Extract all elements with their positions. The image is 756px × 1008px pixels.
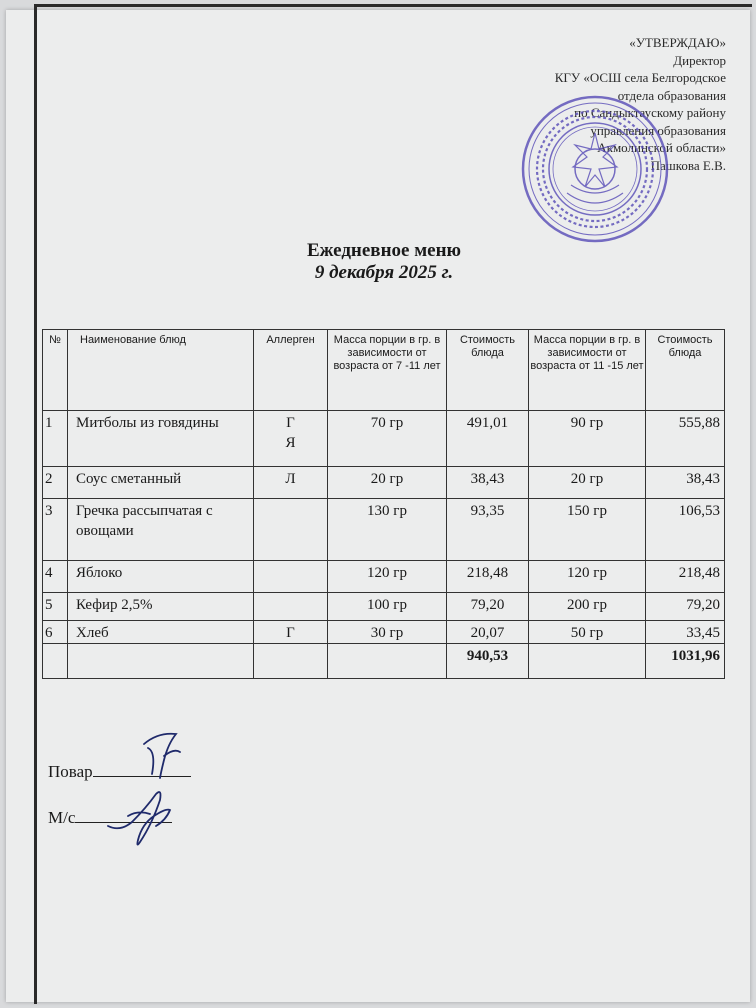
dish-name: Гречка рассыпчатая с овощами — [68, 499, 254, 561]
dish-name: Соус сметанный — [68, 467, 254, 499]
mass-11-15: 50 гр — [529, 621, 646, 644]
mass-11-15: 150 гр — [529, 499, 646, 561]
cost-11-15: 106,53 — [646, 499, 725, 561]
approval-line: Акмолинской области» — [597, 140, 726, 155]
approval-line: Директор — [673, 52, 726, 68]
cost-11-15: 555,88 — [646, 411, 725, 467]
allergen-value: Л — [254, 467, 328, 499]
empty-cell — [529, 644, 646, 679]
allergen-value — [254, 561, 328, 593]
approval-line: отдела образования — [617, 87, 726, 103]
table-row — [43, 621, 725, 644]
allergen-value: Г — [254, 621, 328, 644]
col-header-name: Наименование блюд — [68, 330, 254, 411]
row-num: 5 — [43, 593, 68, 621]
empty-cell — [328, 644, 447, 679]
dish-name: Кефир 2,5% — [68, 593, 254, 621]
official-seal-stamp — [519, 93, 671, 245]
page-title: Ежедневное меню — [306, 240, 462, 261]
menu-table — [42, 329, 725, 679]
table-row — [43, 561, 725, 593]
row-num: 4 — [43, 561, 68, 593]
empty-cell — [43, 644, 68, 679]
row-num: 2 — [43, 467, 68, 499]
mass-7-11: 70 гр — [328, 411, 447, 467]
cook-label: Повар — [48, 762, 93, 781]
mass-7-11: 120 гр — [328, 561, 447, 593]
cost-7-11: 491,01 — [447, 411, 529, 467]
table-header-row — [43, 330, 725, 411]
cost-11-15: 38,43 — [646, 467, 725, 499]
mass-11-15: 200 гр — [529, 593, 646, 621]
dish-name: Митболы из говядины — [68, 411, 254, 467]
empty-cell — [68, 644, 254, 679]
approval-line: по Сандыктаускому району — [574, 105, 726, 120]
nurse-signature-icon — [90, 780, 190, 854]
row-num: 6 — [43, 621, 68, 644]
table-row — [43, 411, 725, 467]
nurse-label: М/с — [48, 808, 76, 827]
approval-line: Пашкова Е.В. — [650, 157, 726, 173]
cost-7-11: 38,43 — [447, 467, 529, 499]
cost-7-11: 218,48 — [447, 561, 529, 593]
table-row — [43, 593, 725, 621]
allergen-value — [254, 499, 328, 561]
approval-line: управления образования — [590, 122, 726, 138]
table-row — [43, 467, 725, 499]
table-row — [43, 499, 725, 561]
col-header-mass-7-11: Масса порции в гр. в зависимости от возраста от 7 -11 лет — [328, 330, 447, 411]
allergen-cell — [254, 411, 328, 467]
cost-11-15: 33,45 — [646, 621, 725, 644]
dish-name: Хлеб — [68, 621, 254, 644]
row-num: 1 — [43, 411, 68, 467]
total-cost-11-15: 1031,96 — [646, 644, 725, 679]
cost-7-11: 79,20 — [447, 593, 529, 621]
totals-row — [43, 644, 725, 679]
mass-11-15: 120 гр — [529, 561, 646, 593]
mass-7-11: 30 гр — [328, 621, 447, 644]
menu-date: 9 декабря 2025 г. — [314, 262, 454, 283]
cost-7-11: 93,35 — [447, 499, 529, 561]
approval-line: «УТВЕРЖДАЮ» — [629, 35, 726, 50]
mass-11-15: 90 гр — [529, 411, 646, 467]
col-header-cost-11-15: Стоимость блюда — [646, 330, 725, 411]
cost-11-15: 79,20 — [646, 593, 725, 621]
menu-heading — [200, 240, 568, 284]
allergen-value — [254, 593, 328, 621]
col-header-num: № — [43, 330, 68, 411]
dish-name: Яблоко — [68, 561, 254, 593]
mass-11-15: 20 гр — [529, 467, 646, 499]
mass-7-11: 100 гр — [328, 593, 447, 621]
empty-cell — [254, 644, 328, 679]
cost-7-11: 20,07 — [447, 621, 529, 644]
allergen-value: Г Я — [285, 415, 296, 451]
cook-signature-icon — [118, 726, 198, 782]
mass-7-11: 20 гр — [328, 467, 447, 499]
row-num: 3 — [43, 499, 68, 561]
total-cost-7-11: 940,53 — [447, 644, 529, 679]
approval-line: КГУ «ОСШ села Белгородское — [554, 70, 726, 85]
col-header-allergen: Аллерген — [254, 330, 328, 411]
col-header-mass-11-15: Масса порции в гр. в зависимости от возраста от 11 -15 лет — [529, 330, 646, 411]
cost-11-15: 218,48 — [646, 561, 725, 593]
col-header-cost-7-11: Стоимость блюда — [447, 330, 529, 411]
mass-7-11: 130 гр — [328, 499, 447, 561]
